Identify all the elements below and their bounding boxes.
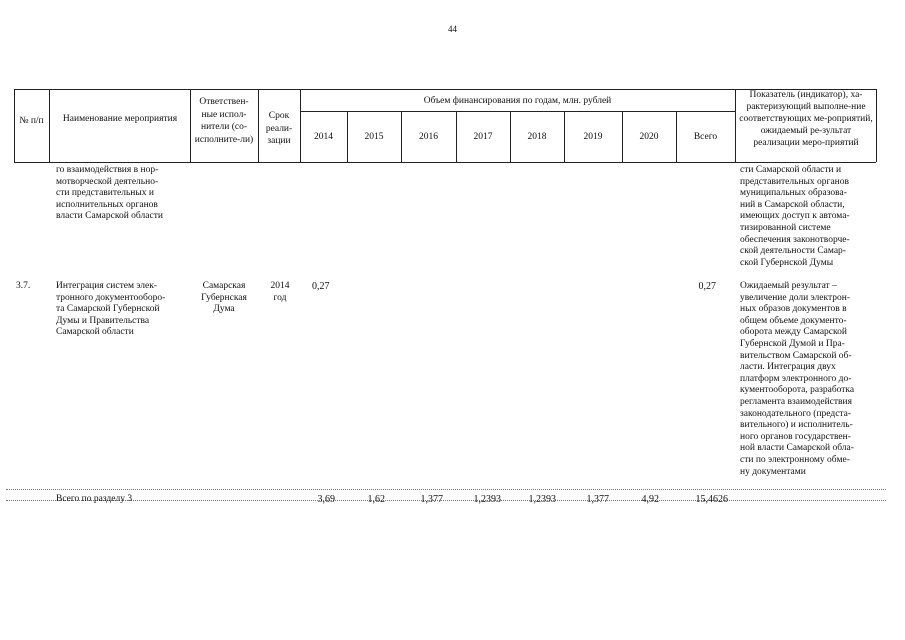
text-line: ных образов документов в: [740, 304, 847, 315]
row-indicator: [740, 281, 872, 478]
text-line: мотворческой деятельно-: [56, 176, 159, 187]
header-funding-title: Объем финансирования по годам, млн. рублей: [423, 96, 612, 106]
text-line: общем объеме документо-: [740, 315, 847, 326]
total-value: 1,2393: [473, 494, 501, 505]
row-number: 3.7.: [16, 281, 31, 291]
text-line: Дума: [213, 304, 235, 315]
header-year: 2019: [583, 132, 603, 142]
text-line: имеющих доступ к автома-: [740, 211, 850, 222]
continued-name: [56, 165, 184, 223]
row-value-total: 0,27: [698, 281, 716, 292]
text-line: Интеграция систем элек-: [56, 281, 158, 291]
total-value: 1,377: [420, 494, 443, 505]
text-line: вительного) и исполнитель-: [740, 420, 853, 431]
total-value: 1,377: [586, 494, 609, 505]
header-num: № п/п: [19, 116, 44, 126]
text-line: обеспечения законотворче-: [740, 234, 850, 245]
header-responsible: Ответствен-ные испол-нители (со-исполните-ли): [194, 97, 254, 145]
text-line: увеличение доли электрон-: [740, 292, 851, 303]
row-responsible: [192, 281, 256, 316]
page-number: 44: [448, 24, 457, 34]
text-line: ласти. Интеграция двух: [740, 362, 836, 373]
header-name: Наименование мероприятия: [62, 114, 178, 124]
text-line: представительных органов: [740, 176, 849, 187]
text-line: Самарская: [202, 281, 246, 291]
col-border: [49, 89, 50, 162]
col-border: [735, 89, 736, 162]
text-line: Самарской области: [56, 327, 134, 338]
text-line: сти по электронному обме-: [740, 454, 850, 465]
text-line: 2014: [270, 281, 290, 291]
col-border: [190, 89, 191, 162]
col-border: [258, 89, 259, 162]
text-line: власти Самарской области: [56, 211, 163, 222]
text-line: регламента взаимодействия: [740, 396, 852, 407]
text-line: законодательного (предста-: [740, 408, 852, 419]
text-line: вительством Самарской об-: [740, 350, 852, 361]
text-line: сти Самарской области и: [740, 165, 842, 175]
text-line: Губернская: [201, 292, 247, 303]
dotted-separator: [6, 500, 886, 501]
text-line: Ожидаемый результат –: [740, 281, 837, 291]
total-value-all: 15,4626: [695, 494, 728, 505]
header-indicator: Показатель (индикатор), ха-рактеризующий выполне-ние соответствующих ме-роприятий, ожидаемый ре-зультат реализации меро-приятий: [739, 90, 873, 148]
text-line: исполнительных органов: [56, 199, 158, 210]
header-year: 2020: [639, 132, 659, 142]
text-line: ной власти Самарской обла-: [740, 443, 854, 454]
total-value: 1,62: [367, 494, 385, 505]
text-line: та Самарской Губернской: [56, 304, 160, 315]
header-term: Срок реали-зации: [265, 111, 293, 146]
dotted-separator: [6, 489, 886, 490]
text-line: ний в Самарской области,: [740, 199, 845, 210]
header-year: 2017: [473, 132, 493, 142]
total-value: 3,69: [317, 494, 335, 505]
text-line: оборота между Самарской: [740, 327, 847, 338]
text-line: ного органов государствен-: [740, 431, 851, 442]
total-label: Всего по разделу 3: [56, 494, 133, 504]
header-year: 2018: [527, 132, 547, 142]
total-value: 4,92: [641, 494, 659, 505]
text-line: сти представительных и: [56, 188, 154, 199]
text-line: го взаимодействия в нор-: [56, 165, 159, 175]
text-line: тизированной системе: [740, 222, 831, 233]
text-line: ну документами: [740, 466, 806, 477]
text-line: год: [273, 292, 287, 303]
continued-indicator: [740, 165, 872, 269]
header-year: 2015: [364, 132, 384, 142]
col-border: [876, 89, 877, 162]
text-line: кументооборота, разработка: [740, 385, 855, 396]
text-line: муниципальных образова-: [740, 188, 847, 199]
row-term: [260, 281, 300, 304]
row-name: [56, 281, 184, 339]
text-line: ской Губернской Думы: [740, 257, 834, 268]
total-value: 1,2393: [528, 494, 556, 505]
header-total: Всего: [693, 132, 718, 142]
text-line: Губернской Думой и Пра-: [740, 338, 845, 349]
header-year: 2016: [419, 132, 438, 142]
funding-header-divider: [300, 111, 735, 112]
text-line: тронного документооборо-: [56, 292, 166, 303]
row-value-2014: 0,27: [312, 281, 330, 292]
header-bottom-border: [14, 162, 876, 163]
text-line: Думы и Правительства: [56, 315, 150, 326]
text-line: платформ электронного до-: [740, 373, 852, 384]
header-year: 2014: [314, 132, 333, 142]
text-line: ской деятельности Самар-: [740, 246, 846, 257]
